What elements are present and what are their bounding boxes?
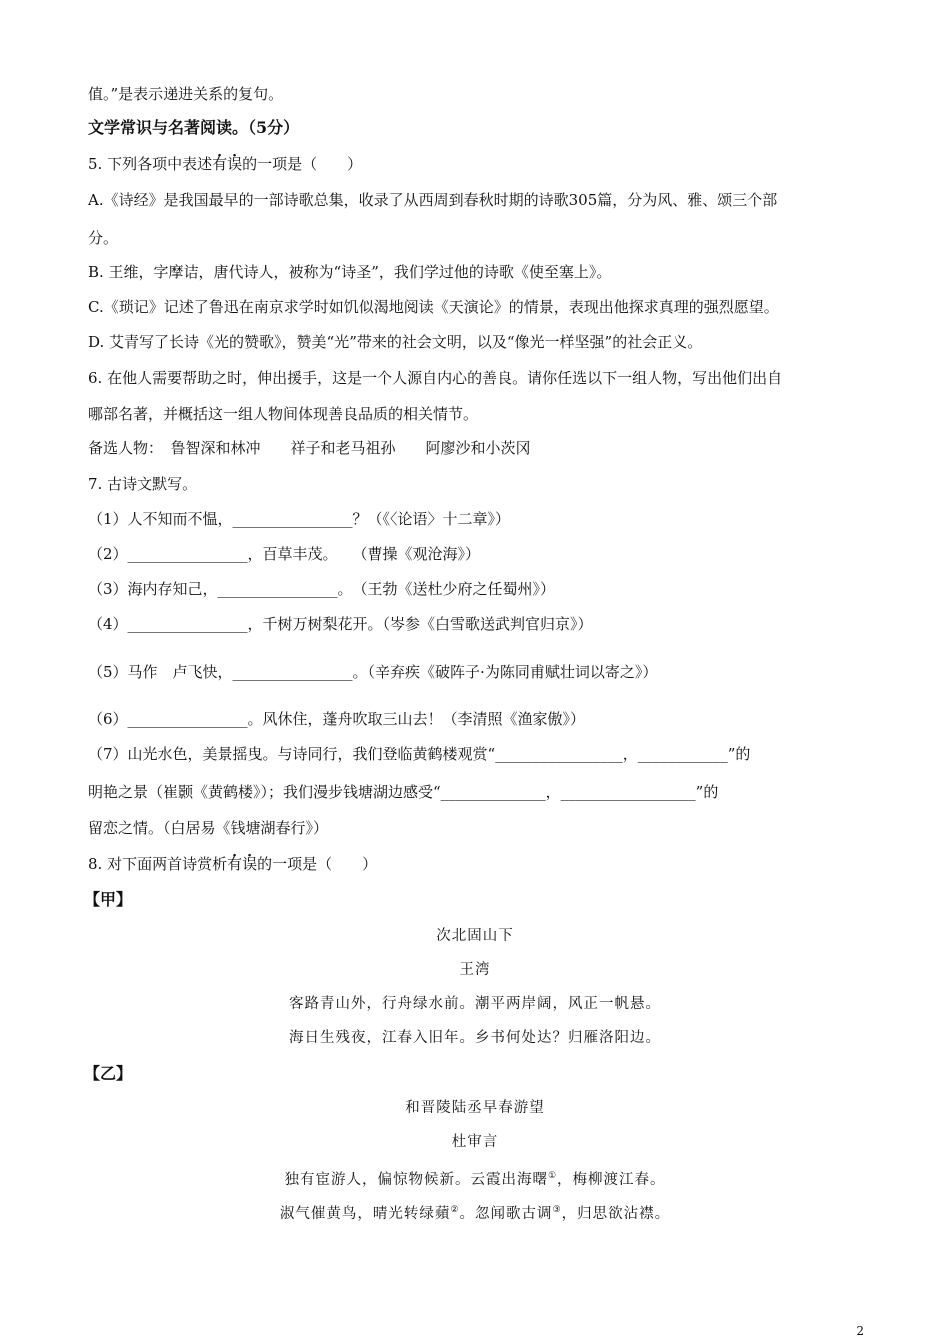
poem-jia-title: 次北固山下 (436, 928, 514, 944)
q7-item-7-line1: （7）山光水色，美景摇曳。与诗同行，我们登临黄鹤楼观赏“_________________，____________”的 (88, 745, 751, 763)
page-number: 2 (856, 1324, 864, 1338)
q8-stem (88, 854, 870, 874)
poem-jia-line1: 客路青山外，行舟绿水前。潮平两岸阔，风正一帆悬。 (289, 996, 661, 1012)
poem-yi-title: 和晋陵陆丞早春游望 (405, 1100, 545, 1116)
poem-yi-author: 杜审言 (451, 1134, 499, 1150)
q8-stem-pre: 8. 对下面两首诗赏析 (88, 855, 228, 873)
intro-tail: 值。”是表示递进关系的复句。 (88, 85, 284, 103)
q7-item-7-line2: 明艳之景（崔颢《黄鹤楼》）；我们漫步钱塘湖边感受“______________，__________________”的 (88, 783, 719, 801)
poem-yi-line2-c: ，归思欲沾襟。 (561, 1205, 671, 1222)
q6-candidates: 备选人物： 鲁智深和林冲 祥子和老马祖孙 阿廖沙和小茨冈 (88, 439, 531, 457)
poem-jia-author: 王湾 (459, 962, 491, 978)
poem-yi-line2 (0, 1200, 950, 1224)
poem-yi-line1-b: ，梅柳渡江春。 (557, 1171, 666, 1188)
q5-option-c: C.《琐记》记述了鲁迅在南京求学时如饥似渴地阅读《天演论》的情景，表现出他探求真理的强烈愿望。 (88, 298, 779, 316)
q6-line1: 6. 在他人需要帮助之时，伸出援手，这是一个人源自内心的善良。请你任选以下一组人物，写出他们出自 (88, 369, 783, 387)
poem-yi-label: 【乙】 (84, 1064, 133, 1083)
poem-yi-line2-b: 。忽闻歌古调 (459, 1205, 553, 1222)
poem-jia-line2: 海日生残夜，江春入旧年。乡书何处达？归雁洛阳边。 (289, 1030, 661, 1046)
q7-item-2: （2）________________，百草丰茂。 （曹操《观沧海》） (88, 545, 481, 563)
footnote-marker-1: ① (547, 1171, 558, 1181)
q8-stem-post: 的一项是（ ） (257, 855, 378, 873)
footnote-marker-3: ③ (552, 1205, 562, 1215)
q5-emphasis-1: 有 (212, 155, 228, 173)
section-title: 文学常识与名著阅读。（5分） (88, 118, 300, 137)
q5-option-b: B. 王维，字摩诘，唐代诗人，被称为“诗圣”，我们学过他的诗歌《使至塞上》。 (88, 263, 612, 281)
q5-option-d: D. 艾青写了长诗《光的赞歌》，赞美“光”带来的社会文明，以及“像光一样坚强”的社会正义。 (88, 333, 703, 351)
q7-item-3: （3）海内存知己，________________。 （王勃《送杜少府之任蜀州》） (88, 580, 556, 598)
q5-stem-pre: 5. 下列各项中表述 (88, 155, 213, 173)
q7-title: 7. 古诗文默写。 (88, 475, 198, 493)
q7-item-7-line3: 留恋之情。（白居易《钱塘湖春行》） (88, 819, 329, 837)
q7-item-5: （5）马作 卢飞快，________________。（辛弃疾《破阵子·为陈同甫赋壮词以寄之》） (88, 663, 658, 681)
poem-yi-line2-a: 淑气催黄鸟，晴光转绿蘋 (279, 1205, 451, 1222)
q8-emphasis-1: 有 (227, 855, 243, 873)
footnote-marker-2: ② (450, 1205, 460, 1215)
q7-item-6: （6）________________。风休住，蓬舟吹取三山去！（李清照《渔家傲》） (88, 710, 586, 728)
q6-line2: 哪部名著，并概括这一组人物间体现善良品质的相关情节。 (88, 405, 479, 423)
q7-item-1: （1）人不知而不愠，________________？（《〈论语〉十二章》） (88, 510, 511, 528)
poem-jia-label: 【甲】 (84, 890, 133, 909)
poem-yi-line1-a: 独有宦游人，偏惊物候新。云霞出海曙 (284, 1171, 548, 1188)
q5-stem-post: 的一项是（ ） (242, 155, 363, 173)
q5-option-a-line2: 分。 (88, 229, 119, 247)
q5-option-a-line1: A.《诗经》是我国最早的一部诗歌总集，收录了从西周到春秋时期的诗歌305篇，分为风、雅、颂三个部 (88, 191, 778, 209)
q5-emphasis-2: 误 (227, 155, 243, 173)
poem-yi-line1 (0, 1166, 950, 1190)
q7-item-4: （4）________________，千树万树梨花开。（岑参《白雪歌送武判官归京》） (88, 615, 593, 633)
q8-emphasis-2: 误 (242, 855, 258, 873)
q5-stem (88, 154, 870, 174)
